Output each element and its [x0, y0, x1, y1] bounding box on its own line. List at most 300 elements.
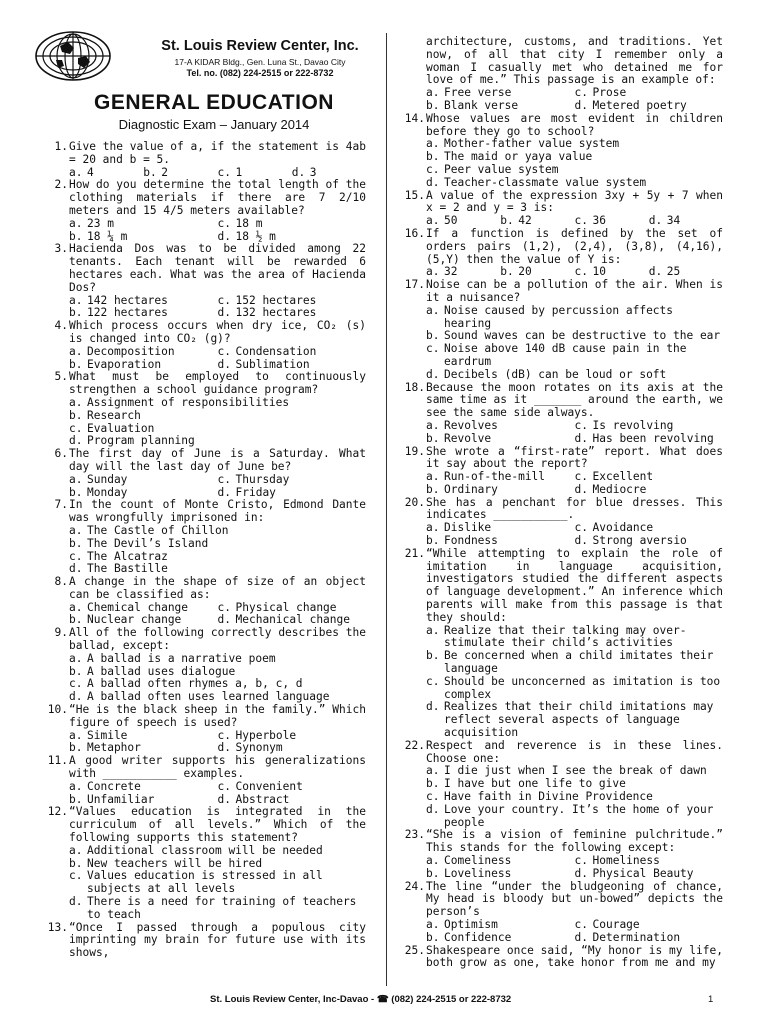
- question-item: [401, 829, 723, 880]
- option-text: Free verse: [444, 86, 512, 100]
- answer-options: [426, 471, 723, 497]
- option-text: Sound waves can be destructive to the ear: [444, 329, 721, 343]
- option-letter: d.: [69, 690, 83, 704]
- option-letter: a.: [426, 86, 440, 100]
- question-stem: Respect and reverence is in these lines. Choose one:: [426, 738, 723, 765]
- question-item: [44, 755, 366, 806]
- question-number: 9.: [54, 626, 68, 640]
- question-item: [44, 179, 366, 243]
- option-text: Research: [87, 408, 141, 422]
- question-number: 25.: [404, 943, 425, 957]
- answer-options: [69, 845, 366, 922]
- answer-option: [69, 870, 366, 896]
- question-stem: architecture, customs, and traditions. Yet now, of all that city I remember only a woman I casually met who detained me for love of me.” This passage is an example of:: [426, 35, 723, 87]
- option-text: Mother-father value system: [444, 137, 620, 151]
- answer-option: [426, 433, 575, 446]
- option-text: Teacher-classmate value system: [444, 175, 647, 189]
- answer-option: [575, 484, 724, 497]
- option-text: A ballad often rhymes a, b, c, d: [87, 677, 303, 691]
- question-item: [401, 548, 723, 740]
- option-letter: b.: [426, 482, 440, 496]
- question-number: 2.: [54, 178, 68, 192]
- option-letter: b.: [69, 229, 83, 243]
- answer-options: [426, 765, 723, 829]
- question-number: 22.: [404, 738, 425, 752]
- answer-option: [575, 100, 724, 113]
- option-text: Strong aversio: [592, 534, 687, 548]
- option-text: Loveliness: [444, 866, 512, 880]
- question-number: 6.: [54, 447, 68, 461]
- option-text: Determination: [592, 930, 681, 944]
- option-letter: d.: [217, 306, 231, 320]
- option-text: 34: [666, 214, 681, 228]
- option-letter: c.: [217, 779, 231, 793]
- question-stem: Give the value of a, if the statement is 4ab = 20 and b = 5.: [69, 140, 366, 166]
- option-text: 3: [309, 165, 317, 179]
- option-letter: d.: [426, 367, 440, 381]
- option-letter: a.: [69, 651, 83, 665]
- question-stem: “He is the black sheep in the family.” Which figure of speech is used?: [69, 703, 366, 729]
- left-column: [44, 141, 366, 960]
- option-text: Prose: [592, 86, 627, 100]
- question-stem: All of the following correctly describes the ballad, except:: [69, 626, 366, 653]
- question-number: 3.: [54, 242, 68, 256]
- option-letter: c.: [426, 162, 440, 176]
- question-stem: “She is a vision of feminine pulchritude.” This stands for the following except:: [426, 828, 723, 855]
- answer-options: [69, 525, 366, 576]
- question-stem: In the count of Monte Cristo, Edmond Dante was wrongfully imprisoned in:: [69, 498, 366, 525]
- option-letter: c.: [574, 521, 588, 535]
- option-text: Be concerned when a child imitates their language: [444, 649, 714, 676]
- option-letter: c.: [426, 342, 440, 356]
- option-letter: b.: [426, 431, 440, 445]
- answer-options: [426, 420, 723, 446]
- question-stem: A value of the expression 3xy + 5y + 7 when x = 2 and y = 3 is:: [426, 188, 723, 215]
- option-text: Realize that their talking may over-stimulate their child’s activities: [444, 623, 687, 650]
- answer-option: [575, 535, 724, 548]
- option-letter: d.: [291, 165, 306, 179]
- option-letter: d.: [574, 98, 588, 112]
- option-text: Is revolving: [592, 418, 674, 432]
- option-letter: a.: [426, 917, 440, 931]
- option-text: The maid or yaya value: [444, 150, 593, 164]
- option-letter: c.: [217, 293, 231, 307]
- question-item: [401, 740, 723, 830]
- question-item: [44, 576, 366, 627]
- option-text: Abstract: [235, 792, 290, 806]
- option-letter: b.: [426, 329, 440, 343]
- option-letter: d.: [648, 214, 663, 228]
- option-text: 132 hectares: [235, 306, 317, 320]
- option-text: 42: [518, 214, 532, 228]
- option-letter: d.: [217, 485, 231, 499]
- option-text: Assignment of responsibilities: [87, 395, 290, 409]
- option-text: There is a need for training of teachers to teach: [87, 895, 357, 921]
- answer-options: [69, 397, 366, 448]
- answer-option: [575, 433, 724, 446]
- globe-logo-icon: [34, 30, 112, 82]
- answer-options: [426, 87, 723, 113]
- option-text: Have faith in Divine Providence: [444, 790, 653, 804]
- exam-title: GENERAL EDUCATION: [94, 91, 334, 114]
- option-letter: a.: [69, 523, 83, 537]
- question-item: [44, 499, 366, 576]
- option-text: Avoidance: [592, 521, 654, 535]
- option-text: Ordinary: [444, 482, 498, 496]
- option-letter: b.: [69, 664, 83, 678]
- question-item: [401, 446, 723, 497]
- answer-options: [69, 295, 366, 321]
- answer-option: [426, 177, 723, 190]
- option-text: Optimism: [444, 917, 498, 931]
- question-stem: A good writer supports his generalizations with ___________ examples.: [69, 754, 366, 781]
- option-letter: b.: [426, 866, 440, 880]
- question-item: [44, 448, 366, 499]
- option-text: Mechanical change: [235, 613, 351, 627]
- option-letter: c.: [426, 674, 440, 688]
- option-letter: a.: [69, 344, 83, 358]
- question-stem: She wrote a “first-rate” report. What does it say about the report?: [426, 444, 723, 471]
- option-text: Decibels (dB) can be loud or soft: [444, 367, 667, 381]
- question-number: 23.: [404, 828, 425, 842]
- option-letter: b.: [426, 534, 440, 548]
- option-text: 32: [444, 265, 458, 279]
- option-text: Mediocre: [592, 482, 647, 496]
- answer-option: [426, 369, 723, 382]
- option-text: 142 hectares: [87, 293, 168, 307]
- answer-option: [426, 701, 723, 739]
- option-text: Decomposition: [87, 344, 175, 358]
- question-number: 18.: [404, 380, 425, 394]
- option-text: Condensation: [235, 344, 317, 358]
- exam-title-block: [34, 91, 394, 132]
- answer-options: [426, 855, 723, 881]
- answer-option: [426, 625, 723, 651]
- option-text: Courage: [592, 917, 640, 931]
- answer-options: [426, 919, 723, 945]
- option-text: 1: [235, 165, 243, 179]
- question-number: 20.: [404, 495, 425, 509]
- option-text: A ballad uses dialogue: [87, 664, 236, 678]
- answer-options: [69, 653, 366, 704]
- option-text: Evaluation: [87, 421, 155, 435]
- footer-text: St. Louis Review Center, Inc-Davao - ☎ (082) 224-2515 or 222-8732: [210, 994, 512, 1005]
- option-letter: c.: [574, 214, 588, 228]
- question-stem: If a function is defined by the set of orders pairs (1,2), (2,4), (3,8), (4,16), (5,Y) then the value of Y is:: [426, 226, 723, 266]
- option-letter: b.: [426, 930, 440, 944]
- option-letter: a.: [69, 600, 83, 614]
- option-letter: c.: [69, 421, 83, 435]
- question-number: 12.: [47, 805, 68, 819]
- option-text: 20: [518, 265, 532, 279]
- option-letter: d.: [574, 930, 588, 944]
- answer-option: [426, 535, 575, 548]
- option-letter: b.: [69, 306, 83, 320]
- option-letter: a.: [69, 472, 83, 486]
- option-letter: b.: [69, 408, 83, 422]
- page-header: [34, 30, 394, 86]
- option-letter: a.: [69, 843, 83, 857]
- question-item: [44, 141, 366, 179]
- option-letter: c.: [217, 728, 231, 742]
- question-item: [44, 922, 366, 960]
- option-letter: a.: [426, 418, 440, 432]
- option-text: New teachers will be hired: [87, 856, 263, 870]
- option-text: 36: [592, 214, 606, 228]
- option-letter: b.: [69, 792, 83, 806]
- question-number: 16.: [404, 226, 425, 240]
- question-stem: Hacienda Dos was to be divided among 22 tenants. Each tenant will be rewarded 6 hectares each. What was the area of Hacienda Dos?: [69, 242, 366, 294]
- option-letter: b.: [426, 777, 440, 791]
- option-letter: d.: [426, 802, 440, 816]
- option-letter: c.: [217, 344, 231, 358]
- option-text: Love your country. It’s the home of your people: [444, 802, 714, 829]
- option-text: Confidence: [444, 930, 512, 944]
- question-stem: Whose values are most evident in children before they go to school?: [426, 111, 723, 138]
- option-letter: a.: [426, 137, 440, 151]
- option-letter: d.: [648, 265, 663, 279]
- answer-option: [426, 804, 723, 830]
- option-text: Revolves: [444, 418, 498, 432]
- option-text: The Castle of Chillon: [87, 523, 229, 537]
- org-telephone: Tel. no. (082) 224-2515 or 222-8732: [186, 68, 334, 78]
- option-letter: b.: [143, 165, 157, 179]
- option-text: 18 m: [235, 216, 263, 230]
- question-stem: “While attempting to explain the role of imitation in language acquisition, investigators studied the different aspects of language development.” An inference which parents will make from this passage is that they should:: [426, 546, 723, 624]
- option-text: 4: [87, 165, 94, 179]
- question-stem: Shakespeare once said, “My honor is my life, both grow as one, take honor from me and my: [426, 943, 723, 970]
- option-letter: c.: [574, 265, 588, 279]
- option-text: Excellent: [592, 470, 654, 484]
- answer-option: [426, 868, 575, 881]
- option-text: Physical Beauty: [592, 866, 694, 880]
- question-stem: Because the moon rotates on its axis at the same time as it _______ around the earth, we see the same side always.: [426, 380, 723, 420]
- option-letter: a.: [426, 623, 440, 637]
- option-letter: c.: [574, 917, 588, 931]
- option-letter: b.: [500, 214, 514, 228]
- option-letter: a.: [426, 214, 440, 228]
- option-text: Dislike: [444, 521, 492, 535]
- right-column: [401, 36, 723, 970]
- option-letter: d.: [69, 562, 83, 576]
- option-text: Sunday: [87, 472, 128, 486]
- option-text: Monday: [87, 485, 128, 499]
- question-number: 17.: [404, 278, 425, 292]
- option-letter: d.: [217, 613, 231, 627]
- option-text: Hyperbole: [235, 728, 297, 742]
- option-letter: d.: [574, 866, 588, 880]
- option-text: 2: [161, 165, 168, 179]
- option-letter: b.: [69, 357, 83, 371]
- answer-option: [426, 343, 723, 369]
- option-letter: d.: [217, 357, 231, 371]
- question-item: [401, 382, 723, 446]
- answer-option: [426, 650, 723, 676]
- option-letter: d.: [574, 534, 588, 548]
- answer-options: [69, 346, 366, 372]
- option-letter: d.: [426, 700, 440, 714]
- option-letter: b.: [426, 150, 440, 164]
- question-item: [44, 320, 366, 371]
- option-letter: c.: [217, 216, 231, 230]
- option-letter: d.: [426, 175, 440, 189]
- option-letter: a.: [69, 395, 83, 409]
- question-number: 21.: [404, 546, 425, 560]
- option-letter: a.: [426, 470, 440, 484]
- option-text: Program planning: [87, 434, 195, 448]
- option-letter: b.: [69, 741, 83, 755]
- question-stem: A change in the shape of size of an object can be classified as:: [69, 575, 366, 601]
- option-text: A ballad is a narrative poem: [87, 651, 276, 665]
- question-number: 13.: [47, 920, 68, 934]
- option-text: Homeliness: [592, 854, 660, 867]
- option-text: Thursday: [235, 472, 290, 486]
- option-text: Chemical change: [87, 600, 189, 614]
- option-text: The Alcatraz: [87, 549, 168, 563]
- option-letter: d.: [69, 895, 83, 909]
- answer-options: [69, 474, 366, 500]
- option-letter: c.: [217, 600, 231, 614]
- question-stem: The first day of June is a Saturday. What day will the last day of June be?: [69, 447, 366, 473]
- option-letter: a.: [69, 728, 83, 742]
- option-letter: c.: [574, 86, 588, 100]
- option-text: 18 ½ m: [235, 229, 276, 243]
- answer-option: [575, 868, 724, 881]
- question-item: [401, 113, 723, 190]
- answer-option: [69, 896, 366, 922]
- option-text: 25: [666, 265, 681, 279]
- answer-option: [426, 676, 723, 702]
- option-text: Nuclear change: [87, 613, 182, 627]
- option-text: I die just when I see the break of dawn: [444, 764, 707, 778]
- org-name: St. Louis Review Center, Inc.: [161, 38, 359, 54]
- question-item: [401, 190, 723, 228]
- question-number: 15.: [404, 188, 425, 202]
- option-letter: a.: [426, 303, 440, 317]
- answer-option: [426, 305, 723, 331]
- page-footer: [0, 992, 768, 1012]
- answer-options: [426, 625, 723, 740]
- option-letter: b.: [69, 856, 83, 870]
- question-item: [401, 945, 723, 971]
- column-divider: [386, 33, 387, 986]
- option-letter: c.: [217, 165, 231, 179]
- answer-options: [69, 781, 366, 807]
- answer-option: [426, 100, 575, 113]
- question-item: [401, 881, 723, 945]
- question-item: [401, 228, 723, 279]
- option-text: 10: [592, 265, 606, 279]
- org-address: 17-A KIDAR Bldg., Gen. Luna St., Davao City: [174, 57, 346, 67]
- option-text: Noise caused by percussion affects hearing: [444, 303, 674, 330]
- option-text: Revolve: [444, 431, 492, 445]
- option-letter: c.: [574, 854, 588, 867]
- question-item: [44, 627, 366, 704]
- option-letter: a.: [426, 764, 440, 778]
- option-text: Concrete: [87, 779, 141, 793]
- option-text: Run-of-the-mill: [444, 470, 546, 484]
- option-letter: a.: [69, 779, 83, 793]
- question-item: [44, 371, 366, 448]
- question-stem: What must be employed to continuously strengthen a school guidance program?: [69, 370, 366, 397]
- option-text: Simile: [87, 728, 128, 742]
- option-text: Should be unconcerned as imitation is too complex: [444, 674, 721, 701]
- answer-option: [575, 932, 724, 945]
- option-text: 23 m: [87, 216, 114, 230]
- option-letter: c.: [426, 790, 440, 804]
- page-number: 1: [708, 994, 714, 1005]
- question-number: 19.: [404, 444, 425, 458]
- option-letter: c.: [69, 869, 83, 883]
- option-letter: d.: [574, 431, 588, 445]
- question-stem: Which process occurs when dry ice, CO₂ (s) is changed into CO₂ (g)?: [69, 319, 366, 345]
- option-text: Peer value system: [444, 162, 559, 176]
- option-text: 18 ¼ m: [87, 229, 128, 243]
- answer-options: [426, 305, 723, 382]
- option-letter: b.: [426, 649, 440, 663]
- option-letter: c.: [69, 677, 83, 691]
- question-stem: “Values education is integrated in the curriculum of all levels.” Which of the following supports this statement?: [69, 805, 366, 845]
- option-text: Synonym: [235, 741, 283, 755]
- question-item: [401, 497, 723, 548]
- option-text: I have but one life to give: [444, 777, 626, 791]
- option-letter: d.: [217, 741, 231, 755]
- option-letter: a.: [69, 165, 83, 179]
- option-text: 122 hectares: [87, 306, 168, 320]
- option-text: The Devil’s Island: [87, 536, 209, 550]
- question-item: [44, 704, 366, 755]
- option-letter: a.: [426, 854, 440, 867]
- option-text: Comeliness: [444, 854, 512, 867]
- option-letter: b.: [69, 613, 83, 627]
- question-item: [401, 279, 723, 381]
- option-text: Has been revolving: [592, 431, 714, 445]
- option-text: Noise above 140 dB cause pain in the eardrum: [444, 342, 687, 368]
- option-letter: d.: [574, 482, 588, 496]
- answer-options: [426, 138, 723, 189]
- question-number: 24.: [404, 879, 425, 893]
- question-stem: The line “under the bludgeoning of chance, My head is bloody but un-bowed” depicts the person’s: [426, 879, 723, 919]
- option-text: A ballad often uses learned language: [87, 690, 330, 704]
- option-text: Realizes that their child imitations may reflect several aspects of language acquisition: [444, 700, 714, 740]
- question-item: [44, 243, 366, 320]
- option-letter: b.: [69, 485, 83, 499]
- option-letter: b.: [426, 98, 440, 112]
- answer-options: [69, 602, 366, 628]
- option-text: Sublimation: [235, 357, 310, 371]
- question-stem: Noise can be a pollution of the air. When is it a nuisance?: [426, 278, 723, 304]
- option-text: 50: [444, 214, 458, 228]
- option-letter: a.: [69, 216, 83, 230]
- option-text: Fondness: [444, 534, 498, 548]
- option-text: Metaphor: [87, 741, 141, 755]
- question-number: 4.: [54, 319, 68, 333]
- option-text: Blank verse: [444, 98, 519, 112]
- question-number: 11.: [47, 754, 68, 768]
- option-letter: a.: [69, 293, 83, 307]
- option-letter: a.: [426, 521, 440, 535]
- option-letter: d.: [69, 434, 83, 448]
- answer-options: [69, 218, 366, 244]
- question-number: 8.: [54, 575, 68, 589]
- question-number: 10.: [47, 703, 68, 717]
- option-text: The Bastille: [87, 562, 168, 576]
- option-letter: c.: [217, 472, 231, 486]
- answer-option: [426, 484, 575, 497]
- option-text: Convenient: [235, 779, 303, 793]
- option-letter: b.: [69, 536, 83, 550]
- option-letter: d.: [217, 229, 231, 243]
